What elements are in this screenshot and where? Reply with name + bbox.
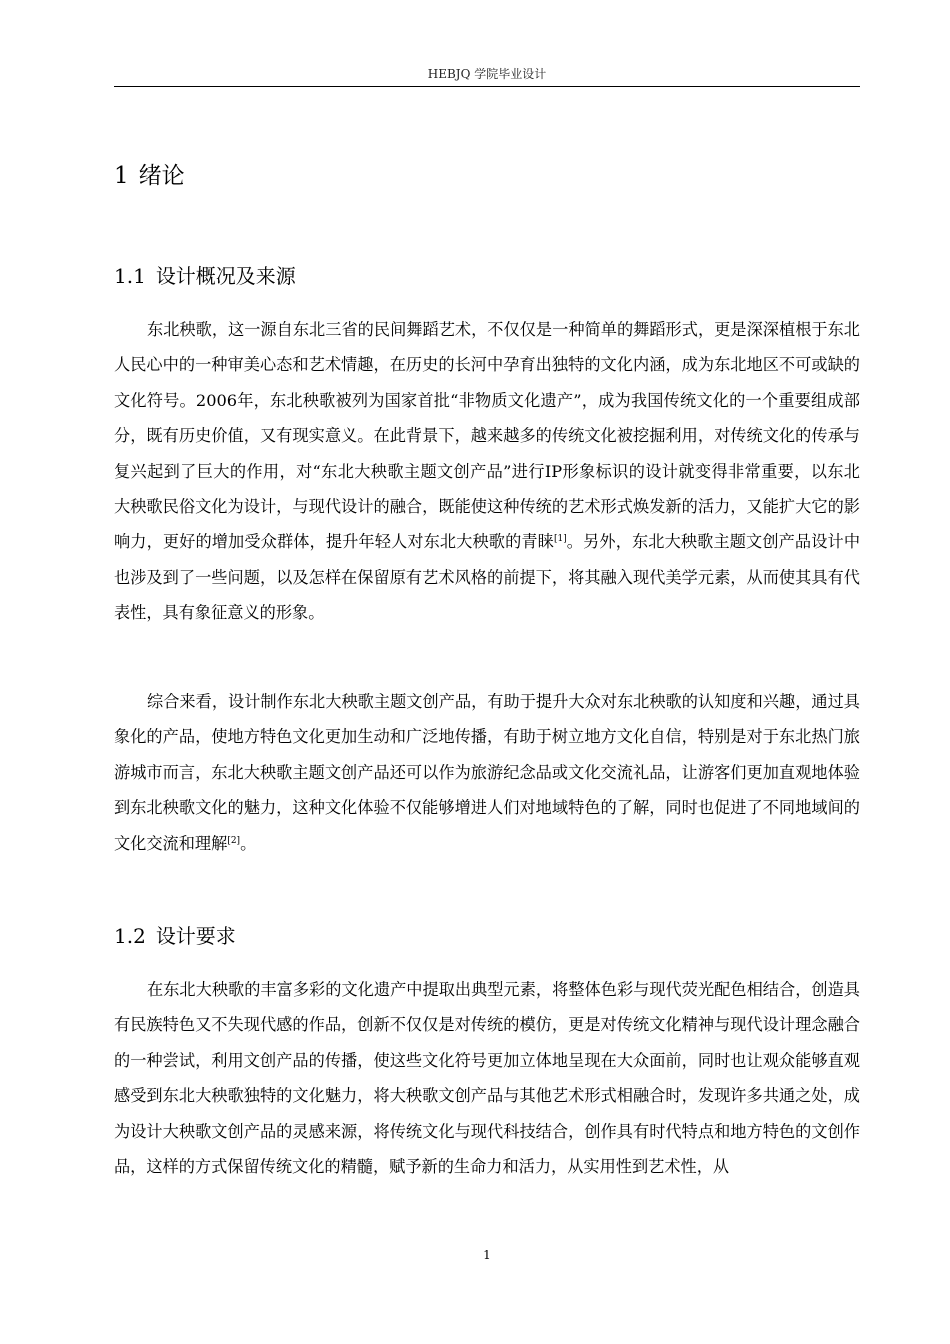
body-paragraph (114, 972, 860, 1184)
citation-marker: [1] (553, 534, 567, 545)
section-title-text: 设计要求 (155, 924, 236, 948)
header-rule (114, 86, 860, 87)
page-header: HEBJQ 学院毕业设计 (427, 67, 547, 81)
section-number: 1.2 (114, 924, 146, 948)
section-title (114, 262, 296, 290)
body-paragraph (114, 312, 860, 631)
page-number: 1 (483, 1248, 491, 1262)
paragraph-text: 。另外，东北大秧歌主题文创产品设计中也涉及到了一些问题，以及怎样在保留原有艺术风格的前提下，将其融入现代美学元素，从而使其具有代表性，具有象征意义的形象。 (114, 532, 861, 623)
paragraph-text: 在东北大秧歌的丰富多彩的文化遗产中提取出典型元素，将整体色彩与现代荧光配色相结合，创造具有民族特色又不失现代感的作品，创新不仅仅是对传统的模仿，更是对传统文化精神与现代设计理念融合的一种尝试，利用文创产品的传播，使这些文化符号更加立体地呈现在大众面前，同时也让观众能够直观感受到东北大秧歌独特的文化魅力，将大秧歌文创产品与其他艺术形式相融合时，发现许多共通之处，成为设计大秧歌文创产品的灵感来源，将传统文化与现代科技结合，创作具有时代特点和地方特色的文创作品，这样的方式保留传统文化的精髓，赋予新的生命力和活力，从实用性到艺术性，从 (114, 980, 860, 1177)
citation-marker: [2] (227, 835, 241, 846)
paragraph-text: 综合来看，设计制作东北大秧歌主题文创产品，有助于提升大众对东北秧歌的认知度和兴趣，通过具象化的产品，使地方特色文化更加生动和广泛地传播，有助于树立地方文化自信，特别是对于东北热门旅游城市而言，东北大秧歌主题文创产品还可以作为旅游纪念品或文化交流礼品，让游客们更加直观地体验到东北秧歌文化的魅力，这种文化体验不仅能够增进人们对地域特色的了解，同时也促进了不同地域间的文化交流和理解 (114, 692, 860, 853)
paragraph-text: 。 (240, 833, 257, 853)
section-title (114, 922, 236, 950)
paragraph-text: 东北秧歌，这一源自东北三省的民间舞蹈艺术，不仅仅是一种简单的舞蹈形式，更是深深植根于东北人民心中的一种审美心态和艺术情趣，在历史的长河中孕育出独特的文化内涵，成为东北地区不可或缺的文化符号。2006年，东北秧歌被列为国家首批“非物质文化遗产”，成为我国传统文化的一个重要组成部分，既有历史价值，又有现实意义。在此背景下，越来越多的传统文化被挖掘利用，对传统文化的传承与复兴起到了巨大的作用，对“东北大秧歌主题文创产品”进行IP形象标识的设计就变得非常重要，以东北大秧歌民俗文化为设计，与现代设计的融合，既能使这种传统的艺术形式焕发新的活力，又能扩大它的影响力，更好的增加受众群体，提升年轻人对东北大秧歌的青睐 (114, 320, 860, 552)
chapter-number: 1 (114, 163, 129, 189)
chapter-title-text: 绪论 (138, 163, 185, 189)
section-number: 1.1 (114, 264, 146, 288)
section-title-text: 设计概况及来源 (155, 264, 296, 288)
chapter-title (114, 160, 185, 192)
body-paragraph (114, 684, 860, 861)
